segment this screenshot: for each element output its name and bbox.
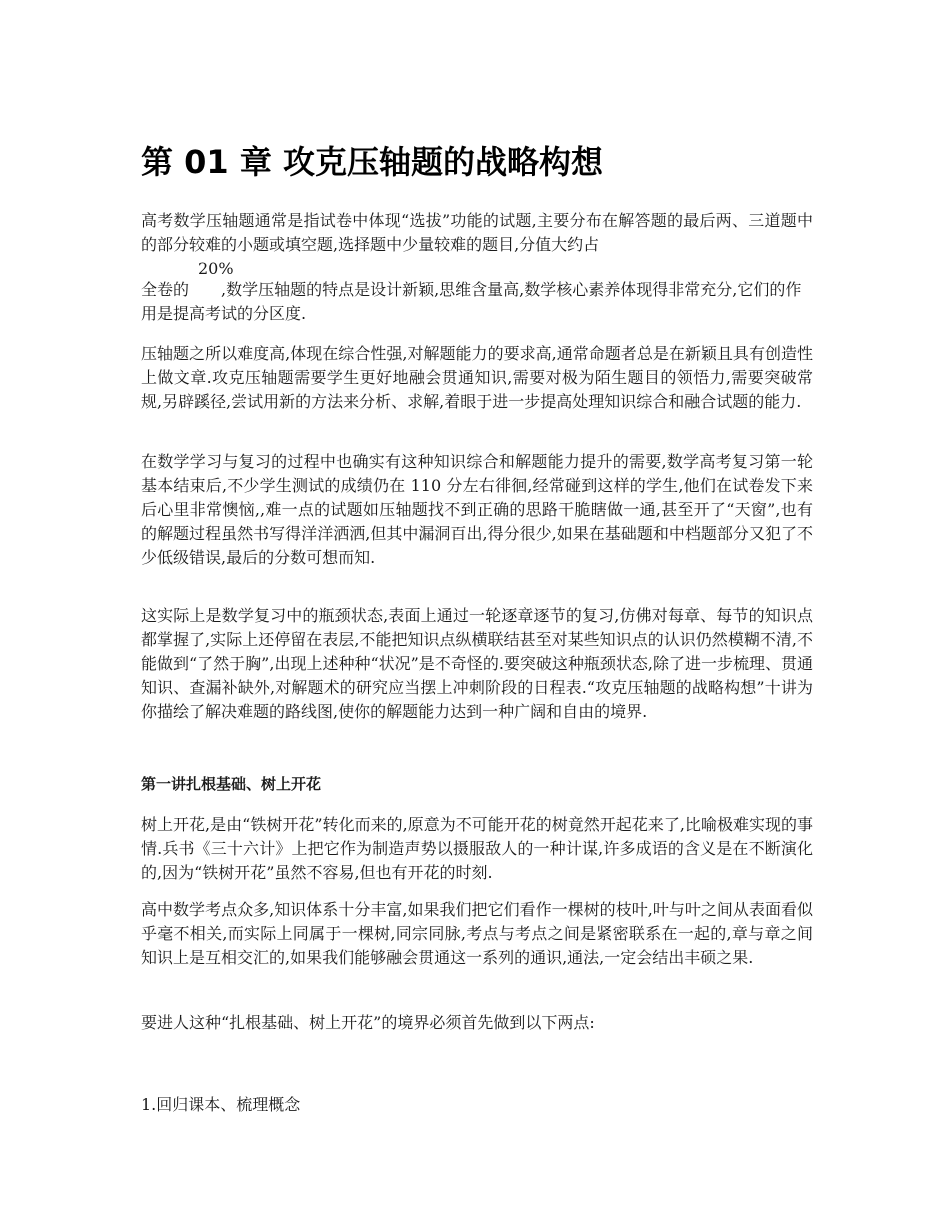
chapter-title: 第 01 章 攻克压轴题的战略构想 — [141, 143, 603, 181]
section-paragraph-3: 要进人这种“扎根基础、树上开花”的境界必须首先做到以下两点: — [141, 1013, 595, 1032]
section-paragraph-1: 树上开花,是由“铁树开花”转化而来的,原意为不可能开花的树竟然开起花来了,比喻极难实现的事情.兵书《三十六计》上把它作为制造声势以摄服敌人的一种计谋,许多成语的含义是在不断演化的,因为“铁树开花”虽然不容易,但也有开花的时刻. — [141, 815, 813, 882]
intro-paragraph-1: 高考数学压轴题通常是指试卷中体现“选拔”功能的试题,主要分布在解答题的最后两、三道题中的部分较难的小题或填空题,选择题中少量较难的题目,分值大约占 — [141, 211, 813, 254]
percent-value: 20% — [198, 259, 234, 278]
section-paragraph-2: 高中数学考点众多,知识体系十分丰富,如果我们把它们看作一棵树的枝叶,叶与叶之间从表面看似乎毫不相关,而实际上同属于一棵树,同宗同脉,考点与考点之间是紧密联系在一起的,章与章之间知识上是互相交汇的,如果我们能够融会贯通这一系列的通识,通法,一定会结出丰硕之果. — [141, 900, 813, 967]
intro-paragraph-1-continued — [141, 259, 813, 326]
intro-paragraph-1-tail: 全卷的 ,数学压轴题的特点是设计新颖,思维含量高,数学核心素养体现得非常充分,它们的作用是提高考试的分区度. — [141, 280, 802, 323]
section-heading: 第一讲扎根基础、树上开花 — [141, 775, 322, 793]
intro-paragraph-3: 在数学学习与复习的过程中也确实有这种知识综合和解题能力提升的需要,数学高考复习第一轮基本结束后,不少学生测试的成绩仍在 110 分左右徘徊,经常碰到这样的学生,他们在试卷发下来后心里非常懊恼,,难一点的试题如压轴题找不到正确的思路干脆瞎做一通,甚至开了“天窗”,也有的解题过程虽然书写得洋洋洒洒,但其中漏洞百出,得分很少,如果在基础题和中档题部分又犯了不少低级错误,最后的分数可想而知. — [141, 452, 813, 567]
intro-paragraph-4: 这实际上是数学复习中的瓶颈状态,表面上通过一轮逐章逐节的复习,仿佛对每章、每节的知识点都掌握了,实际上还停留在表层,不能把知识点纵横联结甚至对某些知识点的认识仍然模糊不清,不能做到“了然于胸”,出现上述种种“状况”是不奇怪的.要突破这种瓶颈状态,除了进一步梳理、贯通知识、查漏补缺外,对解题术的研究应当摆上冲刺阶段的日程表.“攻克压轴题的战略构想”十讲为你描绘了解决难题的路线图,使你的解题能力达到一种广阔和自由的境界. — [141, 606, 813, 721]
intro-paragraph-2: 压轴题之所以难度高,体现在综合性强,对解题能力的要求高,通常命题者总是在新颖且具有创造性上做文章.攻克压轴题需要学生更好地融会贯通知识,需要对极为陌生题目的领悟力,需要突破常规,另辟蹊径,尝试用新的方法来分析、求解,着眼于进一步提高处理知识综合和融合试题的能力. — [141, 344, 813, 411]
list-item: 1.回归课本、梳理概念 — [141, 1095, 301, 1114]
